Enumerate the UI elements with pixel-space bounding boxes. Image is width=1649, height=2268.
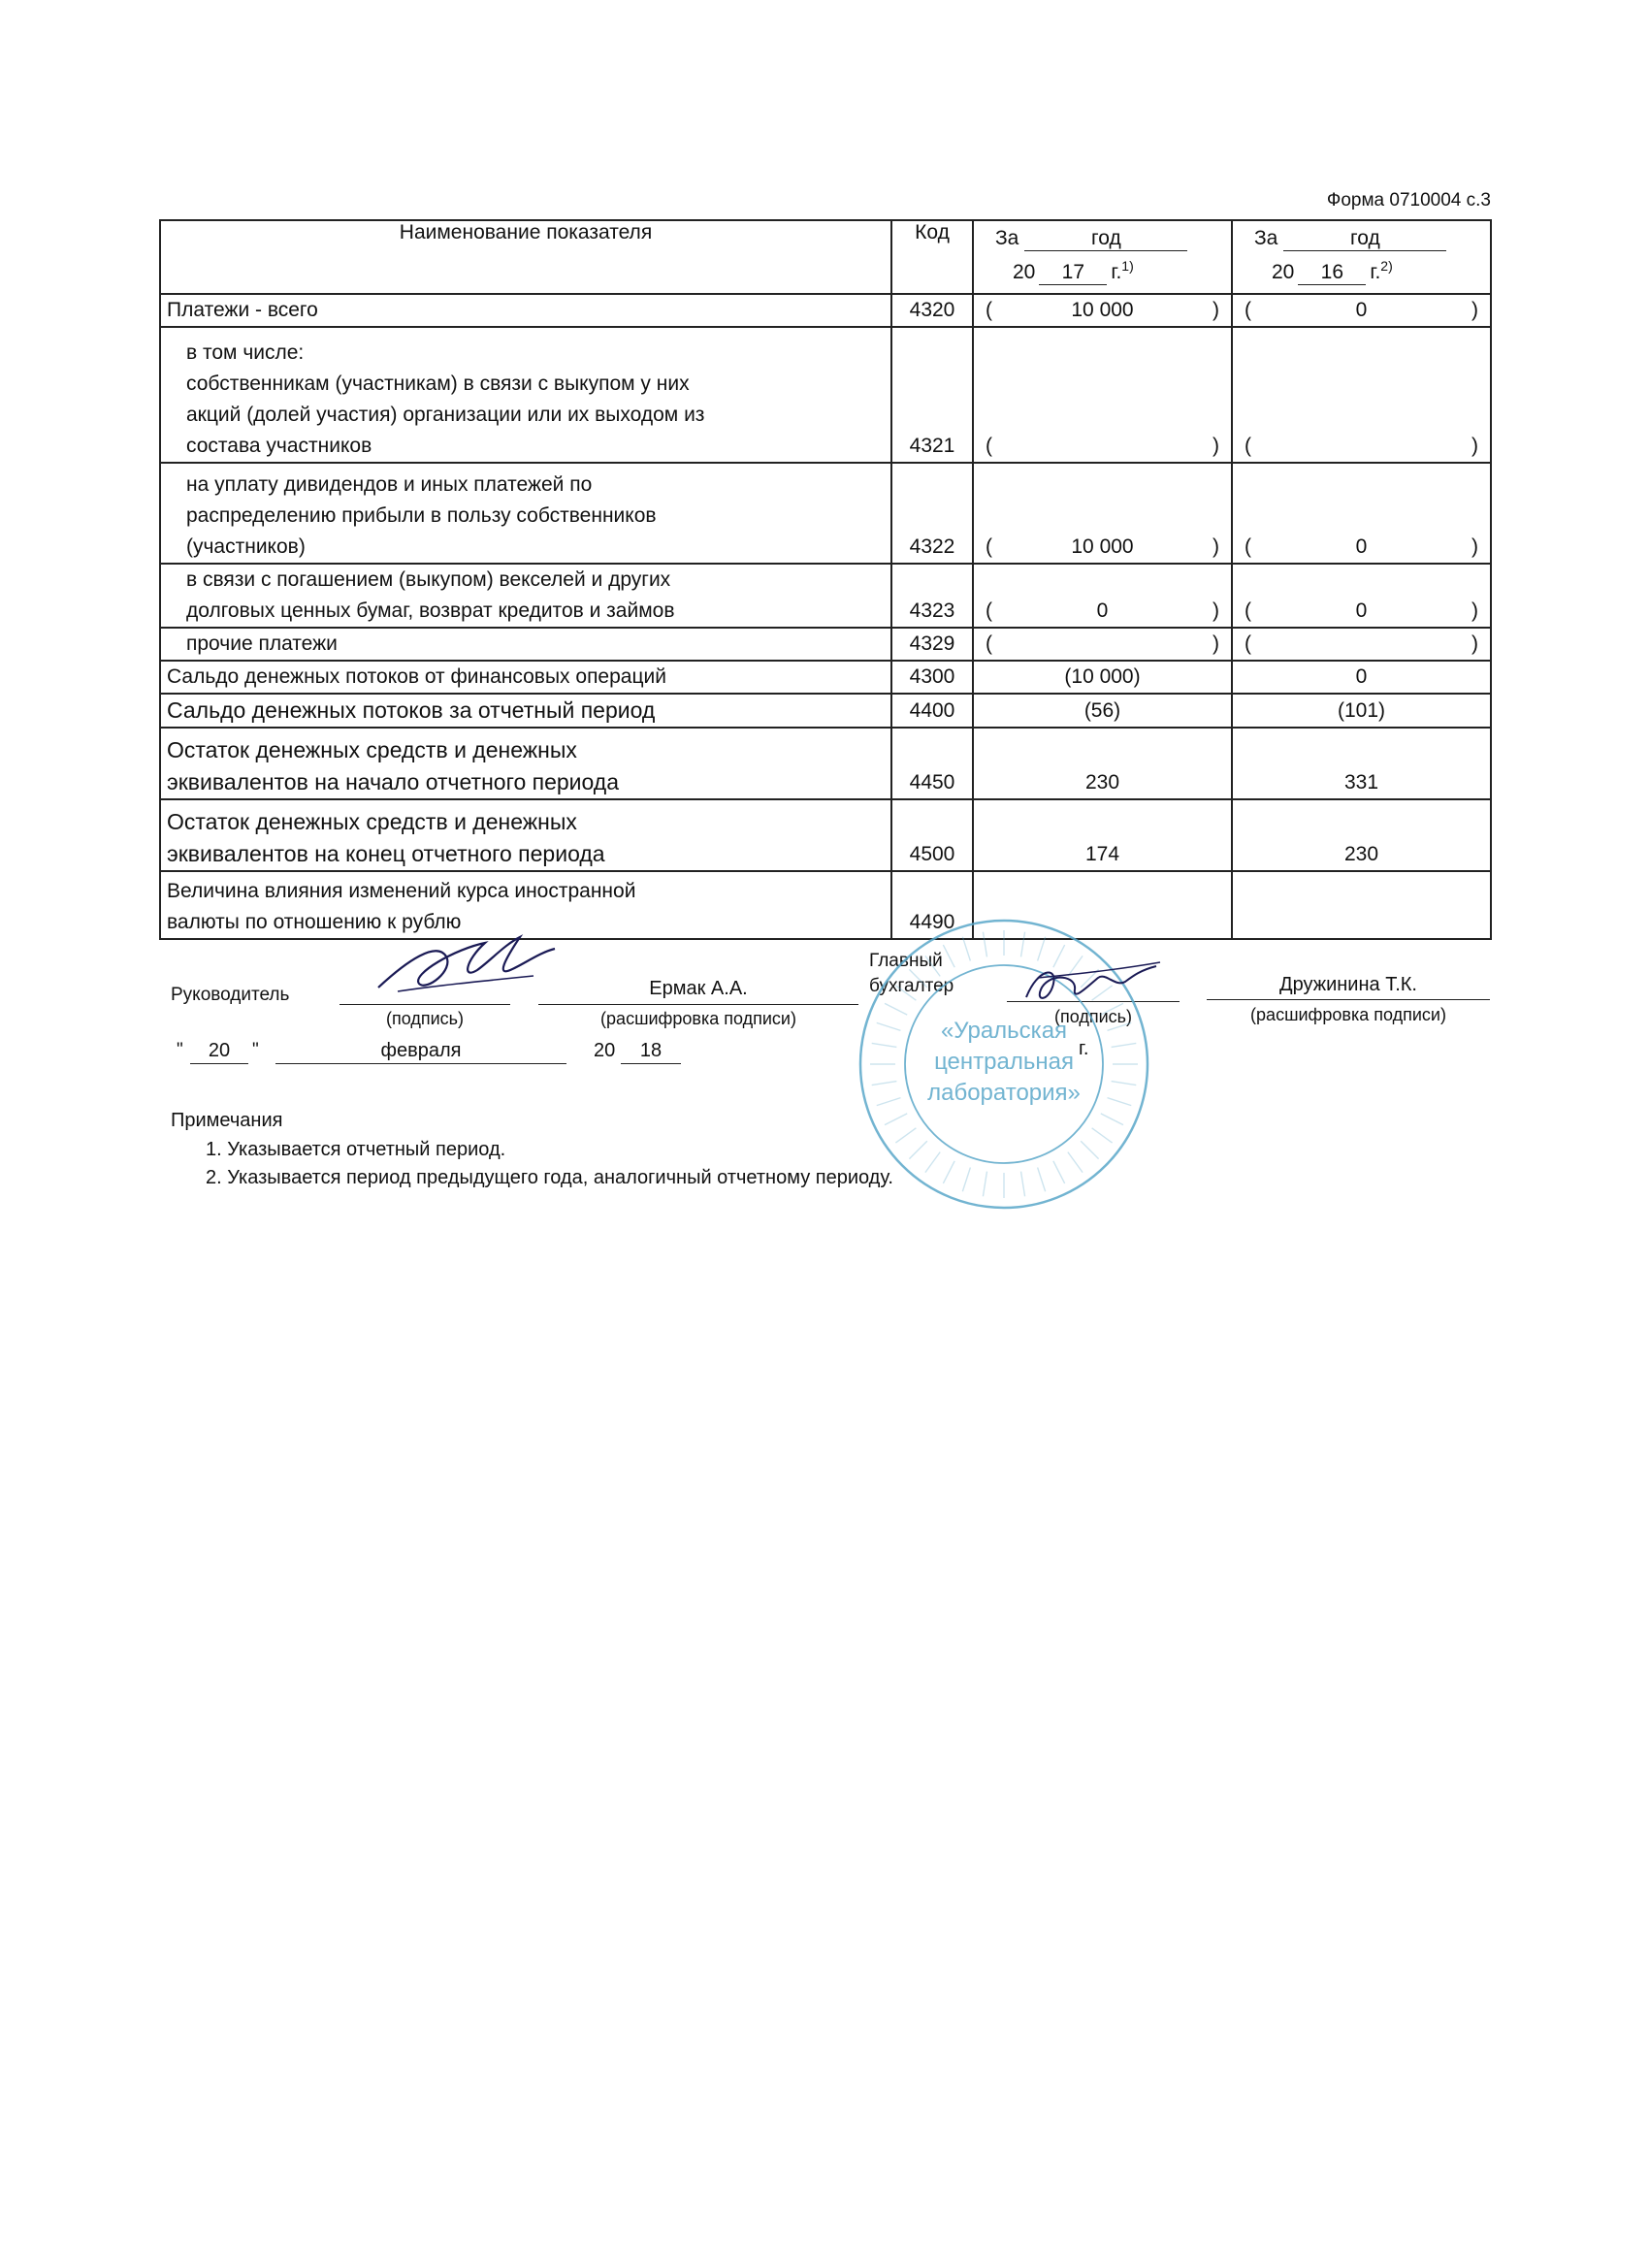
row-name-line: эквивалентов на начало отчетного периода: [167, 769, 620, 794]
date-month-line: [275, 1063, 566, 1064]
row-code: 4400: [891, 694, 973, 728]
table-row: [160, 661, 1491, 694]
header-period-2-note: 2): [1380, 258, 1393, 274]
date-day: 20: [208, 1040, 231, 1061]
paren-open: (: [986, 435, 992, 457]
stamp-ring-mark: [909, 1141, 926, 1158]
header-period-2-year: 16: [1298, 261, 1366, 285]
table-row: [160, 294, 1491, 327]
head-name: Ермак А.А.: [649, 978, 748, 999]
row-name-line: (участников): [186, 535, 306, 558]
stamp-ring-mark: [983, 932, 986, 957]
stamp-ring-mark: [925, 1152, 940, 1173]
paren-close: ): [1471, 435, 1478, 457]
row-name-line: прочие платежи: [186, 632, 338, 655]
table-row: [160, 871, 1491, 939]
paren-close: ): [1212, 435, 1219, 457]
note-1: 1. Указывается отчетный период.: [206, 1139, 506, 1160]
row-value-previous: [1232, 327, 1491, 463]
stamp-ring-mark: [885, 1003, 907, 1015]
header-period-1-za: За: [995, 227, 1019, 249]
row-code: 4500: [891, 799, 973, 871]
stamp-ring-mark: [962, 937, 970, 961]
row-code: 4322: [891, 463, 973, 564]
value-number: 0: [1355, 299, 1368, 321]
date-month: февраля: [380, 1040, 462, 1061]
paren-open: (: [986, 299, 992, 321]
table-row: [160, 799, 1491, 871]
row-value-current: [973, 799, 1232, 871]
row-value-previous: [1232, 694, 1491, 728]
stamp-line-2: центральная: [934, 1049, 1074, 1075]
stamp-ring-mark: [1108, 1098, 1132, 1106]
stamp-ring-mark: [943, 945, 954, 967]
header-period-2-century: 20: [1272, 261, 1295, 283]
value-number: (10 000): [1064, 665, 1141, 688]
stamp-ring-mark: [1112, 1082, 1137, 1085]
paren-open: (: [986, 535, 992, 558]
table-row: [160, 728, 1491, 799]
row-name-line: Сальдо денежных потоков за отчетный период: [167, 697, 656, 723]
paren-close: ): [1471, 599, 1478, 622]
row-name-line: долговых ценных бумаг, возврат кредитов и займов: [186, 599, 675, 622]
row-name-line: в связи с погашением (выкупом) векселей и других: [186, 568, 671, 591]
row-value-current: [973, 661, 1232, 694]
accountant-label-2: бухгалтер: [869, 976, 954, 996]
header-period-1: [973, 220, 1232, 294]
date-quote-open: ": [177, 1040, 183, 1060]
header-period-2-god: год: [1283, 227, 1446, 251]
table-header-row: [160, 220, 1491, 294]
row-value-current: [973, 694, 1232, 728]
date-g: г.: [1079, 1038, 1089, 1059]
table-row: [160, 694, 1491, 728]
row-code: 4450: [891, 728, 973, 799]
paren-open: (: [986, 632, 992, 655]
row-code: 4321: [891, 327, 973, 463]
row-name-line: эквивалентов на конец отчетного периода: [167, 841, 605, 866]
row-name: [160, 694, 891, 728]
stamp-ring-mark: [872, 1082, 897, 1085]
row-name-line: Остаток денежных средств и денежных: [167, 809, 577, 834]
row-name: [160, 327, 891, 463]
accountant-handwritten-signature: [1018, 958, 1164, 1017]
notes-title: Примечания: [171, 1110, 283, 1131]
table-row: [160, 564, 1491, 628]
paren-close: ): [1212, 299, 1219, 321]
stamp-ring-mark: [1108, 1022, 1132, 1030]
date-year-line: [621, 1063, 681, 1064]
form-code: Форма 0710004 с.3: [1326, 190, 1491, 211]
date-quote-close: ": [252, 1040, 259, 1060]
paren-close: ): [1212, 535, 1219, 558]
row-value-previous: [1232, 661, 1491, 694]
row-name-line: валюты по отношению к рублю: [167, 911, 462, 933]
paren-open: (: [1245, 535, 1251, 558]
accountant-name-line: [1207, 999, 1490, 1000]
row-value-current: [973, 294, 1232, 327]
accountant-label-1: Главный: [869, 951, 943, 971]
paren-open: (: [1245, 299, 1251, 321]
value-number: 0: [1355, 535, 1368, 558]
row-value-previous: [1232, 628, 1491, 661]
row-value-current: [973, 564, 1232, 628]
paren-close: ): [1212, 599, 1219, 622]
row-name-line: состава участников: [186, 435, 372, 457]
row-name: [160, 871, 891, 939]
stamp-ring-mark: [877, 1022, 901, 1030]
row-name-line: собственникам (участникам) в связи с выкупом у них: [186, 373, 690, 395]
cash-flow-table: [159, 219, 1492, 940]
stamp-line-3: лаборатория»: [927, 1080, 1081, 1106]
paren-open: (: [986, 599, 992, 622]
header-period-2: [1232, 220, 1491, 294]
stamp-ring-mark: [909, 969, 926, 987]
stamp-ring-mark: [895, 986, 916, 1000]
stamp-ring-mark: [943, 1161, 954, 1183]
stamp-ring-mark: [1101, 1114, 1123, 1125]
stamp-ring-mark: [877, 1098, 901, 1106]
accountant-decode-caption: (расшифровка подписи): [1250, 1005, 1446, 1024]
row-name: [160, 799, 891, 871]
value-number: 10 000: [1071, 535, 1134, 558]
value-number: 10 000: [1071, 299, 1134, 321]
date-year: 18: [639, 1040, 663, 1061]
head-handwritten-signature: [369, 931, 563, 1009]
row-name: [160, 728, 891, 799]
accountant-name: Дружинина Т.К.: [1279, 974, 1417, 995]
row-value-previous: [1232, 564, 1491, 628]
stamp-ring-mark: [1021, 932, 1025, 957]
stamp-ring-mark: [1081, 1141, 1098, 1158]
value-number: 174: [1084, 843, 1120, 865]
stamp-ring-mark: [1068, 1152, 1083, 1173]
row-name-line: Остаток денежных средств и денежных: [167, 737, 577, 762]
value-number: 331: [1343, 771, 1379, 794]
row-value-current: [973, 463, 1232, 564]
row-value-previous: [1232, 728, 1491, 799]
header-code: Код: [891, 220, 973, 294]
header-period-2-za: За: [1254, 227, 1278, 249]
head-name-line: [538, 1004, 858, 1005]
paren-close: ): [1471, 535, 1478, 558]
date-century: 20: [594, 1040, 616, 1061]
row-code: 4329: [891, 628, 973, 661]
table-row: [160, 628, 1491, 661]
header-period-1-god: год: [1024, 227, 1187, 251]
stamp-ring-mark: [925, 956, 940, 976]
row-name-line: акций (долей участия) организации или их выходом из: [186, 404, 705, 426]
stamp-ring-mark: [1053, 1161, 1065, 1183]
row-value-previous: [1232, 294, 1491, 327]
row-code: 4320: [891, 294, 973, 327]
value-number: (56): [1083, 699, 1121, 722]
stamp-ring-mark: [885, 1114, 907, 1125]
value-number: 0: [1355, 599, 1368, 622]
row-name-line: Сальдо денежных потоков от финансовых операций: [167, 665, 666, 688]
row-name: [160, 294, 891, 327]
row-value-previous: [1232, 799, 1491, 871]
row-name-line: Платежи - всего: [167, 299, 318, 321]
value-number: 0: [1096, 599, 1109, 622]
table-row: [160, 327, 1491, 463]
paren-open: (: [1245, 435, 1251, 457]
paren-close: ): [1471, 632, 1478, 655]
row-name-line: распределению прибыли в пользу собственников: [186, 504, 657, 527]
row-value-current: [973, 327, 1232, 463]
paren-close: ): [1471, 299, 1478, 321]
row-name-line: на уплату дивидендов и иных платежей по: [186, 473, 593, 496]
value-number: 0: [1355, 665, 1368, 688]
header-period-1-g: г.: [1111, 261, 1122, 283]
stamp-ring-mark: [962, 1168, 970, 1192]
header-name: Наименование показателя: [160, 220, 891, 294]
stamp-ring-mark: [1038, 1168, 1046, 1192]
table-row: [160, 463, 1491, 564]
header-period-1-century: 20: [1013, 261, 1036, 283]
stamp-ring-mark: [872, 1043, 897, 1047]
row-code: 4323: [891, 564, 973, 628]
header-period-1-note: 1): [1121, 258, 1134, 274]
row-value-previous: [1232, 871, 1491, 939]
stamp-line-1: «Уральская: [940, 1018, 1068, 1044]
stamp-ring-mark: [983, 1172, 986, 1197]
value-number: (101): [1337, 699, 1386, 722]
paren-open: (: [1245, 632, 1251, 655]
head-sign-caption: (подпись): [385, 1009, 465, 1028]
note-2: 2. Указывается период предыдущего года, аналогичный отчетному периоду.: [206, 1167, 893, 1188]
stamp-ring-mark: [1092, 1128, 1113, 1143]
row-value-previous: [1232, 463, 1491, 564]
head-label: Руководитель: [171, 985, 290, 1005]
row-code: 4300: [891, 661, 973, 694]
head-decode-caption: (расшифровка подписи): [600, 1009, 796, 1028]
row-code: 4490: [891, 871, 973, 939]
stamp-ring-mark: [895, 1128, 916, 1143]
row-name-line: Величина влияния изменений курса иностранной: [167, 880, 636, 902]
accountant-sign-caption: (подпись): [1053, 1007, 1133, 1026]
row-name-line: в том числе:: [186, 341, 305, 364]
value-number: 230: [1343, 843, 1379, 865]
stamp-ring-mark: [1038, 937, 1046, 961]
value-number: 230: [1084, 771, 1120, 794]
date-day-line: [190, 1063, 248, 1064]
row-name: [160, 661, 891, 694]
paren-open: (: [1245, 599, 1251, 622]
stamp-ring-mark: [1112, 1043, 1137, 1047]
row-name: [160, 463, 891, 564]
row-value-current: [973, 728, 1232, 799]
row-name: [160, 564, 891, 628]
row-value-current: [973, 628, 1232, 661]
stamp-ring-mark: [1021, 1172, 1025, 1197]
header-period-1-year: 17: [1039, 261, 1107, 285]
paren-close: ): [1212, 632, 1219, 655]
header-period-2-g: г.: [1370, 261, 1381, 283]
row-name: [160, 628, 891, 661]
